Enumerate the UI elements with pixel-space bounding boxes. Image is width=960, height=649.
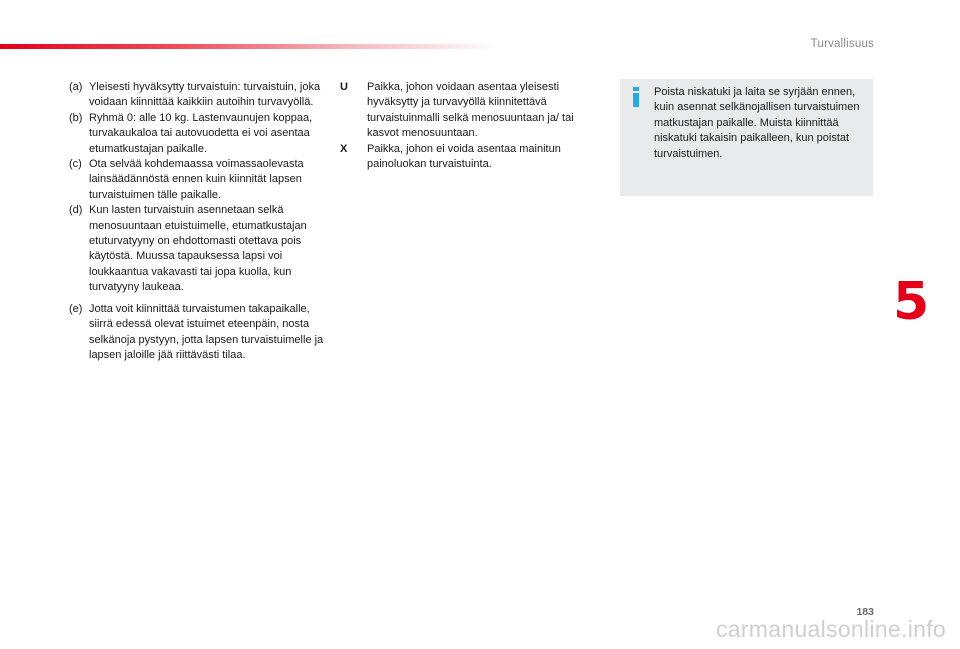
list-item-text: Yleisesti hyväksytty turvaistuin: turvaistuin, joka voidaan kiinnittää kaikkiin autoihin turvavyöllä. (89, 81, 321, 109)
info-note-box (620, 79, 873, 196)
watermark: carmanualsonline.info (715, 616, 946, 642)
list-item-label: (b) (69, 111, 83, 124)
list-item-text: Ota selvää kohdemaassa voimassaolevasta lainsäädännöstä ennen kuin kiinnität lapsen turvaistuimen tälle paikalle. (89, 158, 304, 201)
middle-column (340, 80, 602, 172)
list-item-label: (a) (69, 81, 83, 93)
list-item-label: (c) (69, 158, 82, 171)
legend-item-label: X (340, 142, 348, 155)
info-note-text: Poista niskatuki ja laita se syrjään ennen, kuin asennat selkänojallisen turvaistuimen matkustajan paikalle. Muista kiinnittää niskatuki takaisin paikalleen, kun poistat turvaistuimen. (654, 86, 860, 160)
list-item-text: Ryhmä 0: alle 10 kg. Lastenvaunujen koppaa, turvakaukaloa tai autovuodetta ei voi asentaa etumatkustajan paikalle. (89, 111, 313, 155)
chapter-number: 5 (893, 272, 930, 332)
left-column (69, 80, 331, 363)
list-item-d (69, 203, 331, 295)
list-item-label: (d) (69, 204, 83, 217)
list-item-c (69, 157, 331, 203)
page-number: 183 (856, 606, 874, 618)
list-item-text: Jotta voit kiinnittää turvaistumen takapaikalle, siirrä edessä olevat istuimet eteenpäin, nosta selkänoja pystyyn, jotta lapsen turvaistuimelle ja lapsen jaloille jää riittävästi tilaa. (89, 302, 324, 361)
list-item-e (69, 302, 331, 364)
legend-item-label: U (340, 81, 348, 93)
list-item-a (69, 80, 331, 111)
legend-item-text: Paikka, johon voidaan asentaa yleisesti hyväksytty ja turvavyöllä kiinnitettävä turvaistuinmalli selkä menosuuntaan ja/ tai kasvot menosuuntaan. (367, 81, 574, 140)
section-title: Turvallisuus (810, 38, 874, 50)
list-item-b (69, 111, 331, 157)
list-item-label: (e) (69, 302, 83, 315)
legend-item-text: Paikka, johon ei voida asentaa mainitun painoluokan turvaistuinta. (367, 142, 561, 171)
info-icon (632, 87, 640, 107)
list-item-text: Kun lasten turvaistuin asennetaan selkä menosuuntaan etuistuimelle, etumatkustajan etuturvatyyny on ehdottomasti otettava pois käytöstä. Muussa tapauksessa lapsi voi loukkaantua vakavasti tai jopa kuolla, kun turvatyyny laukeaa. (89, 204, 307, 294)
header-accent-bar (0, 44, 500, 49)
legend-item-u (340, 80, 602, 142)
legend-item-x (340, 142, 602, 173)
